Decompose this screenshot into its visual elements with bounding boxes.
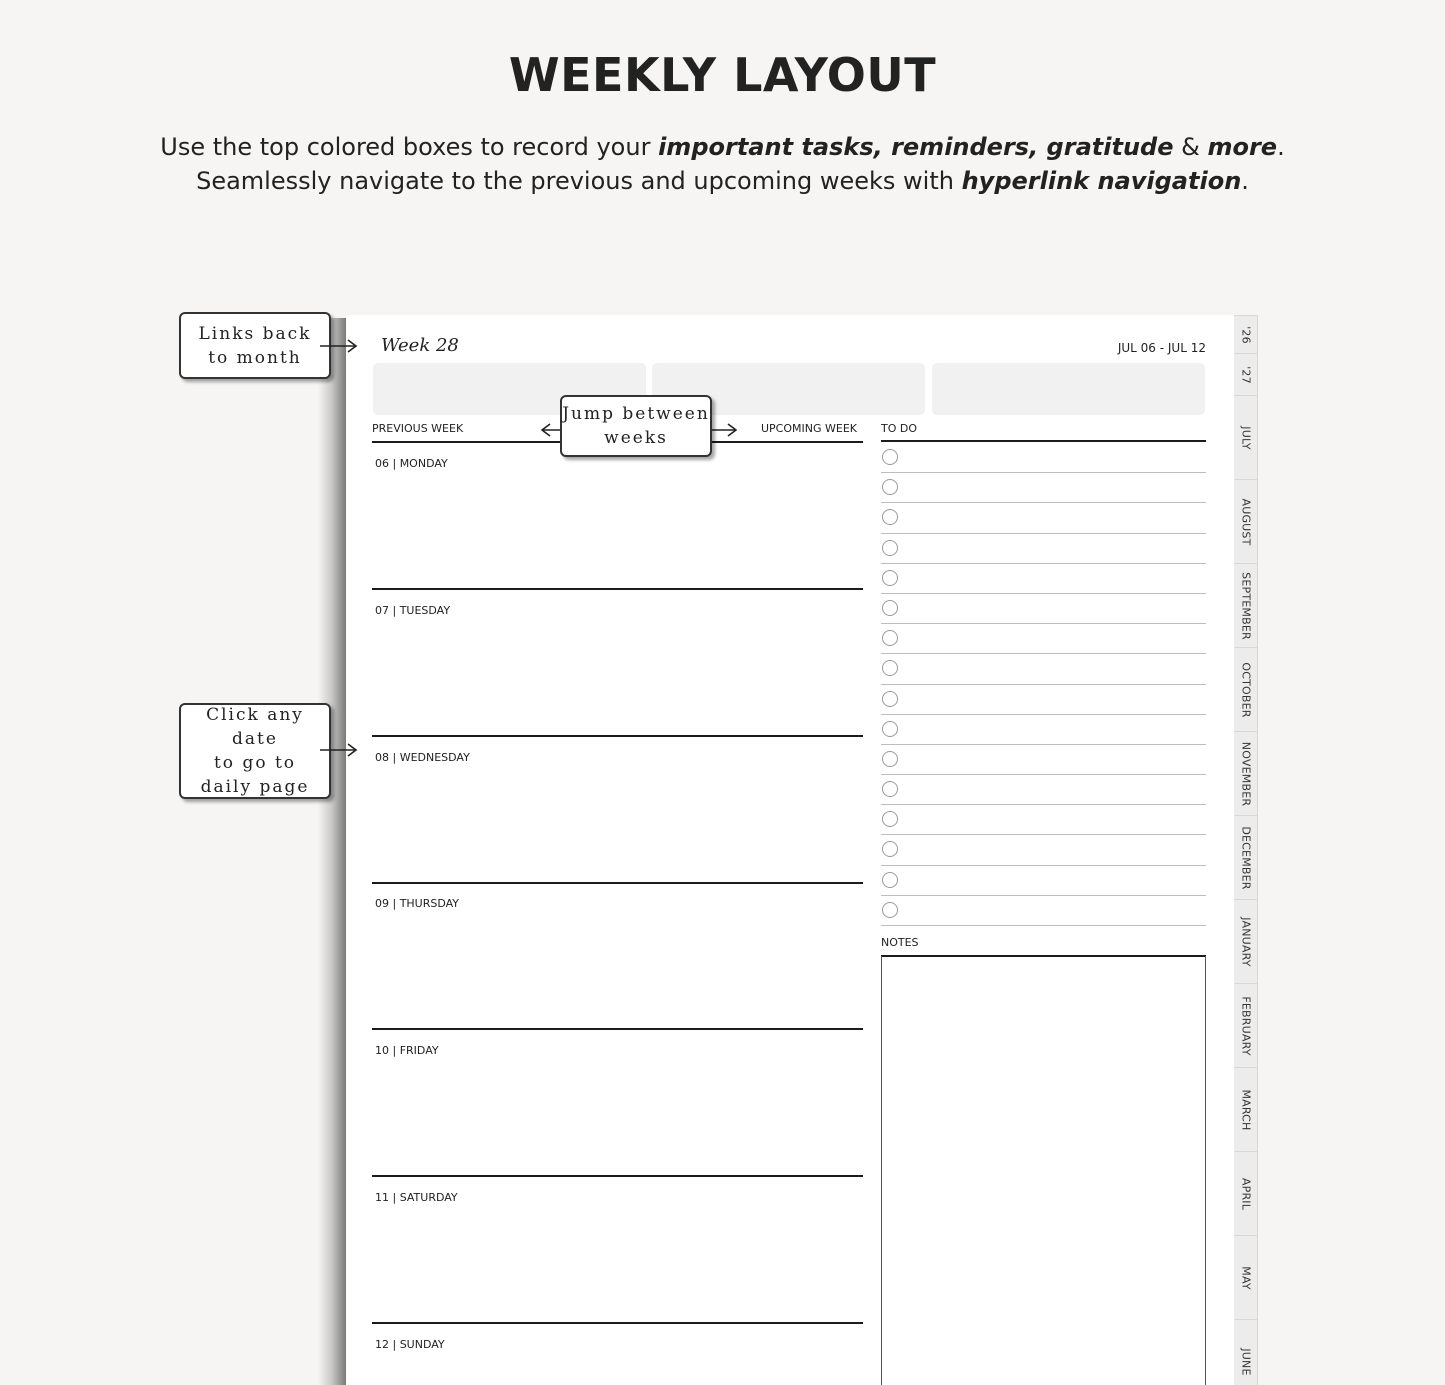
month-tab-label: JUNE — [1239, 1347, 1252, 1376]
checkbox-circle-icon[interactable] — [882, 751, 898, 767]
month-tab[interactable] — [1234, 1235, 1258, 1319]
headline: WEEKLY LAYOUT — [508, 48, 937, 102]
upcoming-week-link[interactable]: UPCOMING WEEK — [761, 422, 857, 435]
todo-row[interactable] — [881, 594, 1206, 624]
day-section[interactable] — [372, 604, 863, 751]
month-tab[interactable] — [1234, 315, 1258, 353]
todo-row[interactable] — [881, 896, 1206, 926]
subtitle-text: Seamlessly navigate to the previous and upcoming weeks with — [196, 167, 962, 195]
page-shadow — [318, 318, 348, 1385]
callout-text: Jump between — [562, 404, 710, 424]
subtitle-text: . — [1241, 167, 1249, 195]
month-tab-label: DECEMBER — [1239, 825, 1252, 890]
month-tab[interactable] — [1234, 815, 1258, 899]
month-tab-label: FEBRUARY — [1239, 995, 1252, 1056]
day-section[interactable] — [372, 1338, 863, 1385]
month-tab-label: AUGUST — [1239, 497, 1252, 546]
month-tab[interactable] — [1234, 983, 1258, 1067]
checkbox-circle-icon[interactable] — [882, 449, 898, 465]
arrow-right-icon — [320, 337, 360, 355]
day-label[interactable]: 06 | MONDAY — [375, 457, 448, 470]
month-tab-label: '26 — [1239, 325, 1252, 344]
subtitle-emphasis: important tasks, reminders, gratitude — [658, 133, 1174, 161]
day-label[interactable]: 12 | SUNDAY — [375, 1337, 445, 1351]
todo-row[interactable] — [881, 503, 1206, 533]
todo-row[interactable] — [881, 835, 1206, 865]
month-tab[interactable] — [1234, 1319, 1258, 1385]
checkbox-circle-icon[interactable] — [882, 902, 898, 918]
day-label[interactable]: 09 | THURSDAY — [375, 897, 460, 911]
callout-text: to go to — [213, 753, 297, 773]
callout-text: Click any date — [206, 705, 304, 749]
checkbox-circle-icon[interactable] — [882, 540, 898, 556]
callout-text: Links back — [198, 323, 312, 344]
subtitle-text: & — [1173, 133, 1208, 161]
month-tab[interactable] — [1234, 395, 1258, 479]
month-tab[interactable] — [1234, 647, 1258, 731]
todo-row[interactable] — [881, 654, 1206, 684]
subtitle-emphasis: hyperlink navigation — [961, 167, 1242, 195]
subtitle-text: Use the top colored boxes to record your — [160, 133, 659, 161]
month-tab-label: MAY — [1239, 1265, 1252, 1290]
month-tab[interactable] — [1234, 899, 1258, 983]
checkbox-circle-icon[interactable] — [882, 811, 898, 827]
notes-area[interactable] — [881, 956, 1206, 1385]
todo-row[interactable] — [881, 805, 1206, 835]
day-section[interactable] — [372, 457, 863, 604]
notes-label: NOTES — [881, 936, 919, 949]
month-tab[interactable] — [1234, 1151, 1258, 1235]
previous-week-link[interactable]: PREVIOUS WEEK — [372, 422, 464, 435]
day-section[interactable] — [372, 897, 863, 1044]
day-divider — [372, 1322, 863, 1324]
month-tab-label: NOVEMBER — [1239, 741, 1252, 806]
todo-label: TO DO — [881, 422, 918, 435]
planner-page — [346, 315, 1234, 1385]
callout-links-back-to-month — [179, 312, 331, 379]
month-tab[interactable] — [1234, 563, 1258, 647]
todo-row[interactable] — [881, 715, 1206, 745]
day-divider — [372, 882, 863, 884]
day-divider — [372, 1175, 863, 1177]
month-tab-label: MARCH — [1239, 1088, 1252, 1131]
checkbox-circle-icon[interactable] — [882, 570, 898, 586]
month-tab[interactable] — [1234, 479, 1258, 563]
subtitle-line-1 — [0, 133, 1445, 161]
callout-text: weeks — [604, 428, 668, 448]
todo-row[interactable] — [881, 745, 1206, 775]
month-tab-label: SEPTEMBER — [1239, 571, 1252, 640]
callout-text: daily page — [200, 777, 310, 797]
month-tab-label: JULY — [1239, 425, 1252, 450]
month-tab[interactable] — [1234, 1067, 1258, 1151]
checkbox-circle-icon[interactable] — [882, 841, 898, 857]
checkbox-circle-icon[interactable] — [882, 630, 898, 646]
callout-text: to month — [208, 347, 302, 368]
todo-row[interactable] — [881, 685, 1206, 715]
todo-row[interactable] — [881, 534, 1206, 564]
callout-click-any-date — [179, 703, 331, 799]
day-divider — [372, 588, 863, 590]
checkbox-circle-icon[interactable] — [882, 509, 898, 525]
subtitle-text: . — [1277, 133, 1285, 161]
day-label[interactable]: 10 | FRIDAY — [375, 1044, 439, 1058]
todo-row[interactable] — [881, 866, 1206, 896]
month-tab-label: APRIL — [1239, 1177, 1252, 1210]
day-section[interactable] — [372, 751, 863, 898]
todo-list — [881, 443, 1206, 926]
month-tab[interactable] — [1234, 731, 1258, 815]
subtitle-emphasis: more — [1207, 133, 1278, 161]
checkbox-circle-icon[interactable] — [882, 660, 898, 676]
date-range: JUL 06 - JUL 12 — [1117, 341, 1206, 355]
month-tabs — [1234, 315, 1260, 1385]
week-title[interactable]: Week 28 — [381, 335, 459, 356]
checkbox-circle-icon[interactable] — [882, 872, 898, 888]
todo-row[interactable] — [881, 473, 1206, 503]
todo-row[interactable] — [881, 564, 1206, 594]
callout-jump-between-weeks — [560, 395, 712, 457]
top-box-3[interactable] — [932, 363, 1205, 415]
day-section[interactable] — [372, 1191, 863, 1338]
checkbox-circle-icon[interactable] — [882, 600, 898, 616]
day-label[interactable]: 11 | SATURDAY — [375, 1191, 458, 1204]
day-divider — [372, 735, 863, 737]
month-tab-label: OCTOBER — [1239, 661, 1252, 718]
todo-row[interactable] — [881, 443, 1206, 473]
day-label[interactable]: 07 | TUESDAY — [375, 603, 451, 617]
checkbox-circle-icon[interactable] — [882, 691, 898, 707]
month-tab-label: JANUARY — [1239, 916, 1252, 967]
day-section[interactable] — [372, 1044, 863, 1191]
month-tab[interactable] — [1234, 353, 1258, 395]
day-label[interactable]: 08 | WEDNESDAY — [375, 750, 470, 764]
checkbox-circle-icon[interactable] — [882, 721, 898, 737]
month-tab-label: '27 — [1239, 365, 1252, 384]
divider — [881, 440, 1206, 442]
todo-row[interactable] — [881, 775, 1206, 805]
subtitle-line-2 — [0, 167, 1445, 195]
todo-row[interactable] — [881, 624, 1206, 654]
arrow-right-icon — [320, 741, 360, 759]
checkbox-circle-icon[interactable] — [882, 479, 898, 495]
checkbox-circle-icon[interactable] — [882, 781, 898, 797]
day-divider — [372, 1028, 863, 1030]
